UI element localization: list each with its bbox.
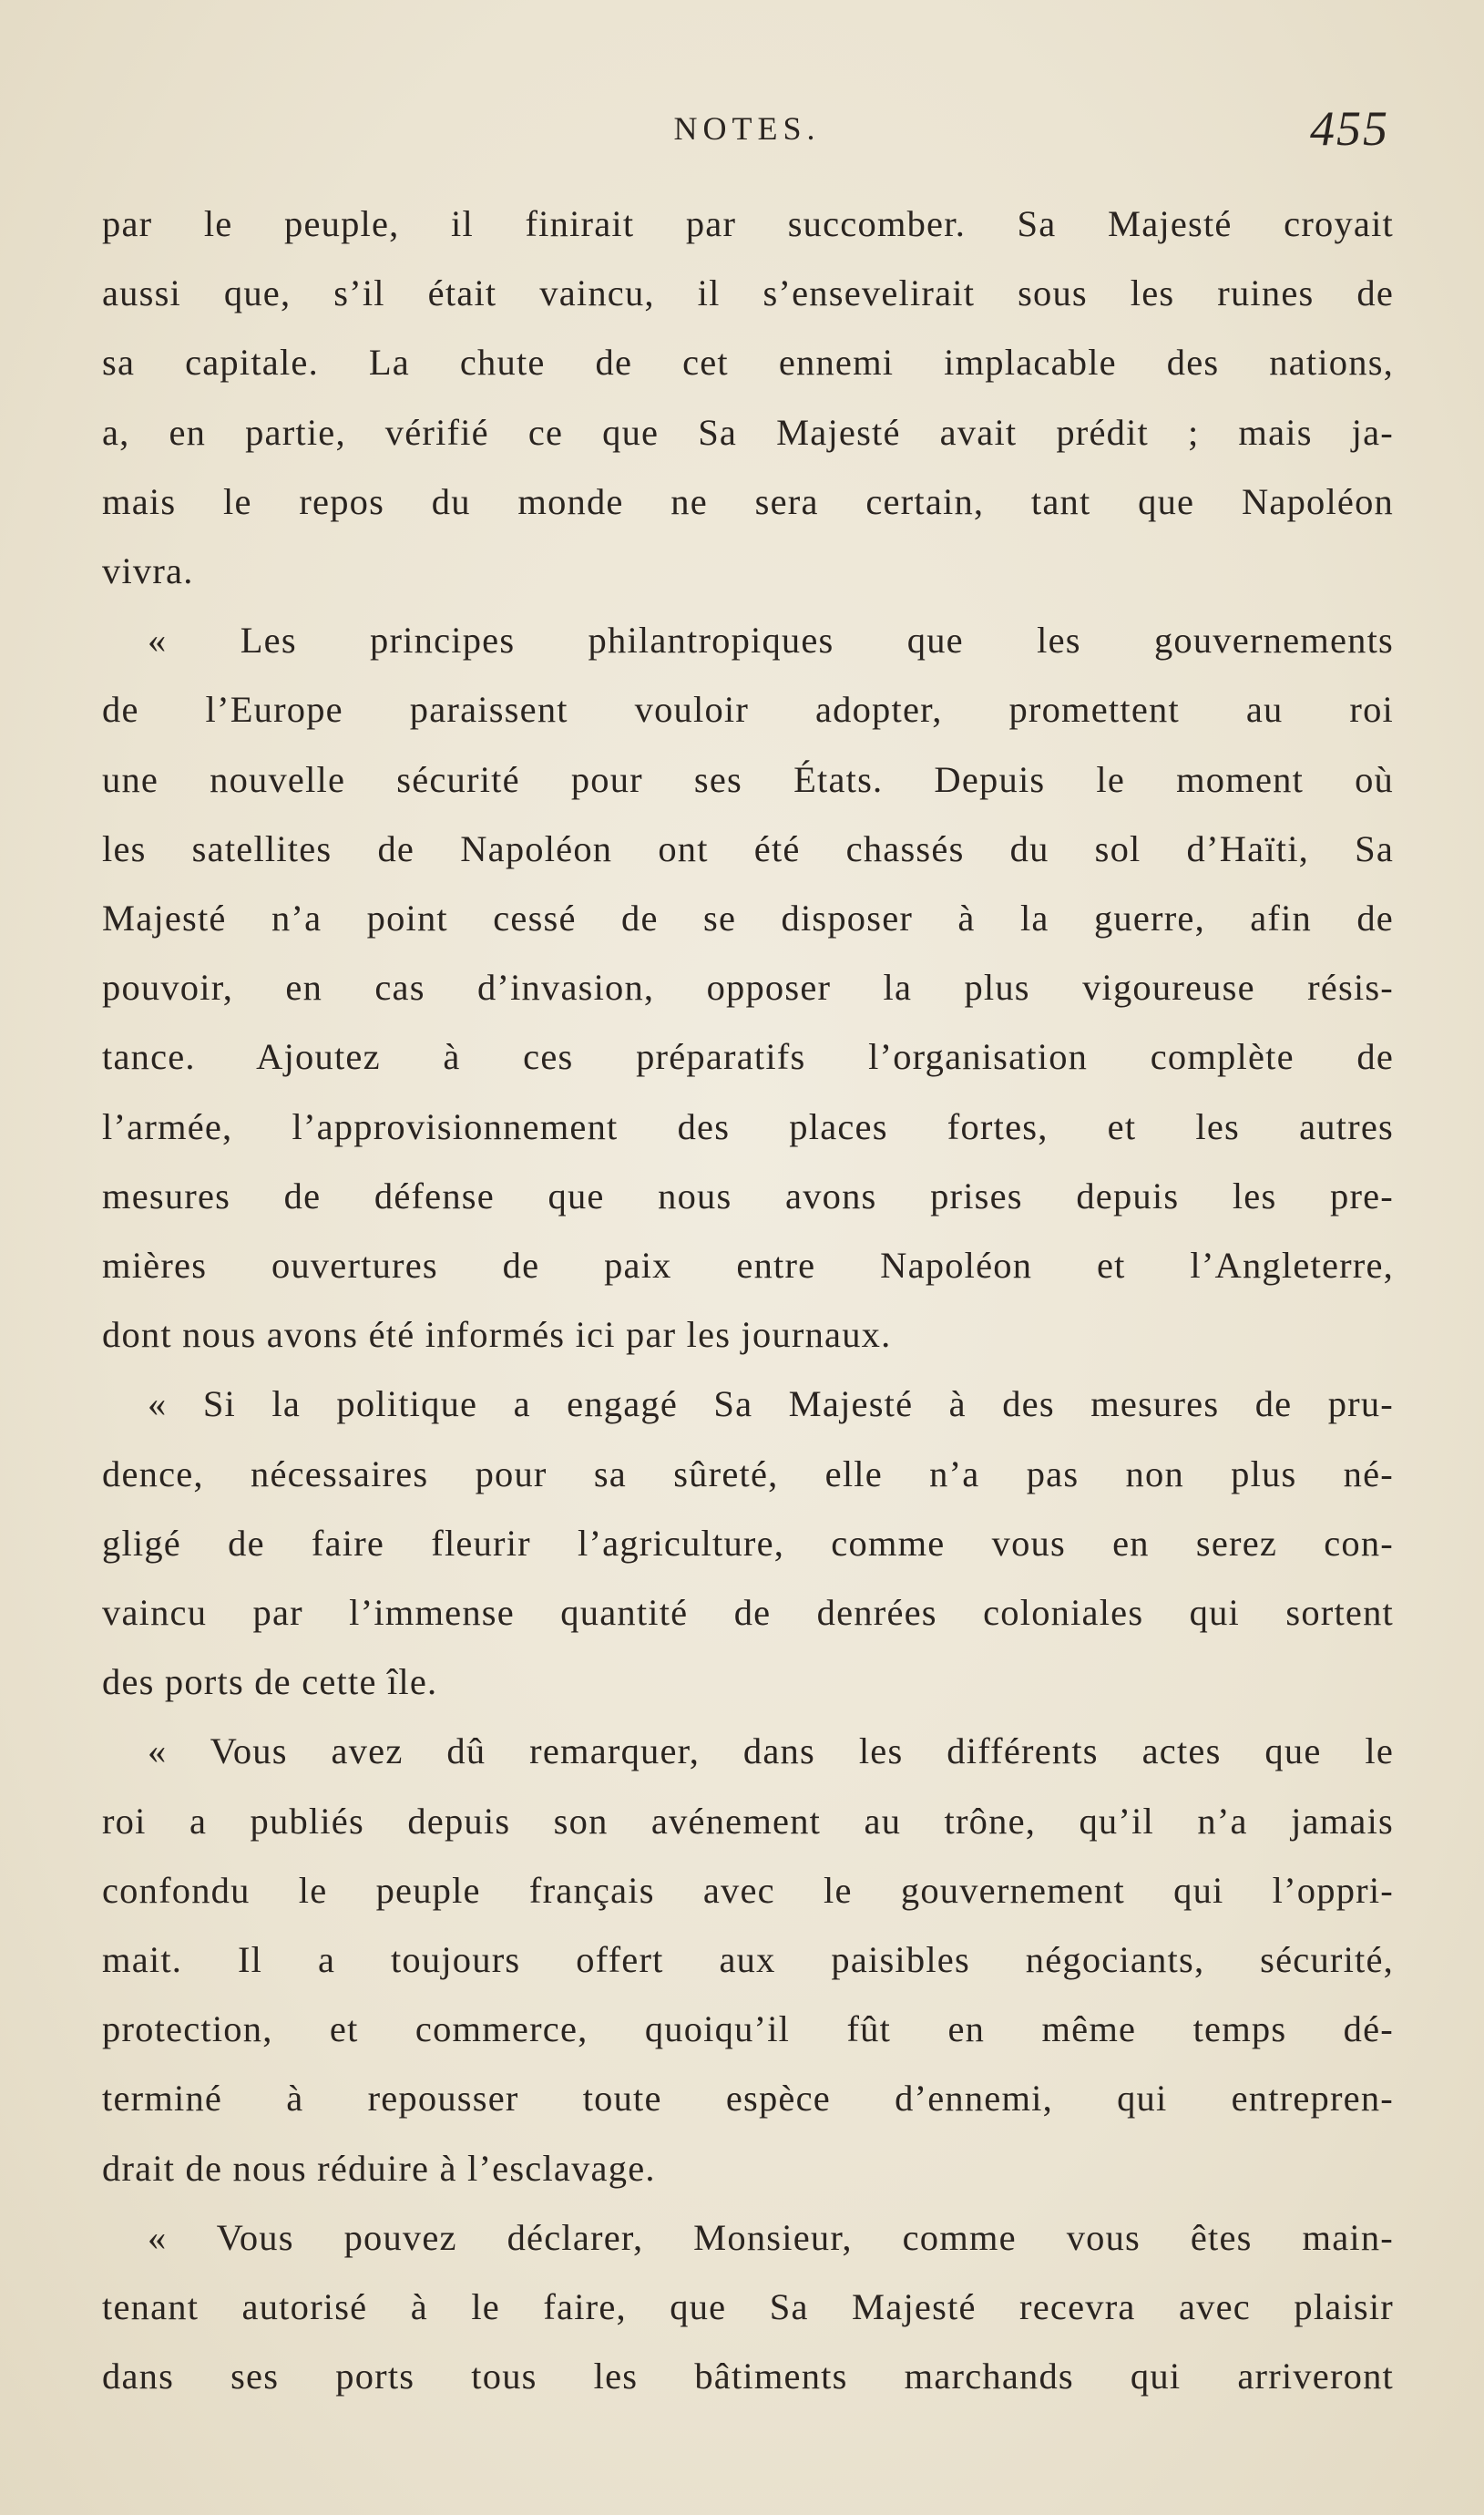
page-number: 455 (1310, 101, 1389, 156)
text-line: mait. Il a toujours offert aux paisibles négociants, sécurité, (102, 1939, 1394, 1981)
text-line: « Les principes philantropiques que les gouvernements (148, 620, 1394, 662)
text-line: par le peuple, il finirait par succomber. Sa Majesté croyait (102, 203, 1394, 244)
text-line: « Vous pouvez déclarer, Monsieur, comme vous êtes main- (148, 2216, 1394, 2258)
running-title: NOTES. (673, 110, 821, 147)
text-line: roi a publiés depuis son avénement au trône, qu’il n’a jamais (102, 1800, 1394, 1842)
text-line: une nouvelle sécurité pour ses États. Depuis le moment où (102, 758, 1394, 800)
text-line: l’armée, l’approvisionnement des places fortes, et les autres (102, 1105, 1394, 1147)
text-line: mesures de défense que nous avons prises depuis les pre- (102, 1175, 1394, 1216)
text-line: « Vous avez dû remarquer, dans les différents actes que le (148, 1730, 1394, 1772)
text-line: des ports de cette île. (102, 1661, 438, 1703)
text-line: sa capitale. La chute de cet ennemi implacable des nations, (102, 342, 1394, 384)
text-line: drait de nous réduire à l’esclavage. (102, 2147, 656, 2189)
page-header (105, 100, 1389, 182)
text-line: tance. Ajoutez à ces préparatifs l’organisation complète de (102, 1036, 1394, 1078)
text-line: gligé de faire fleurir l’agriculture, comme vous en serez con- (102, 1522, 1394, 1564)
text-line: « Si la politique a engagé Sa Majesté à des mesures de pru- (148, 1383, 1394, 1425)
text-line: mières ouvertures de paix entre Napoléon et l’Angleterre, (102, 1245, 1394, 1287)
text-line: aussi que, s’il était vaincu, il s’ensevelirait sous les ruines de (102, 272, 1394, 314)
body-text (102, 190, 1394, 2412)
text-line: tenant autorisé à le faire, que Sa Majesté recevra avec plaisir (102, 2286, 1394, 2328)
text-line: vivra. (102, 550, 194, 592)
text-line: pouvoir, en cas d’invasion, opposer la plus vigoureuse résis- (102, 967, 1394, 1009)
text-line: de l’Europe paraissent vouloir adopter, promettent au roi (102, 689, 1394, 731)
text-line: les satellites de Napoléon ont été chassés du sol d’Haïti, Sa (102, 827, 1394, 869)
text-line: protection, et commerce, quoiqu’il fût en même temps dé- (102, 2008, 1394, 2050)
text-line: Majesté n’a point cessé de se disposer à la guerre, afin de (102, 898, 1394, 939)
text-line: dont nous avons été informés ici par les journaux. (102, 1314, 892, 1356)
text-line: terminé à repousser toute espèce d’ennemi, qui entrepren- (102, 2078, 1394, 2120)
text-line: vaincu par l’immense quantité de denrées coloniales qui sortent (102, 1592, 1394, 1634)
text-line: dans ses ports tous les bâtiments marchands qui arriveront (102, 2356, 1394, 2397)
text-line: confondu le peuple français avec le gouvernement qui l’oppri- (102, 1869, 1394, 1911)
text-line: a, en partie, vérifié ce que Sa Majesté avait prédit ; mais ja- (102, 411, 1394, 453)
text-line: mais le repos du monde ne sera certain, tant que Napoléon (102, 480, 1394, 522)
text-line: dence, nécessaires pour sa sûreté, elle n’a pas non plus né- (102, 1453, 1394, 1494)
